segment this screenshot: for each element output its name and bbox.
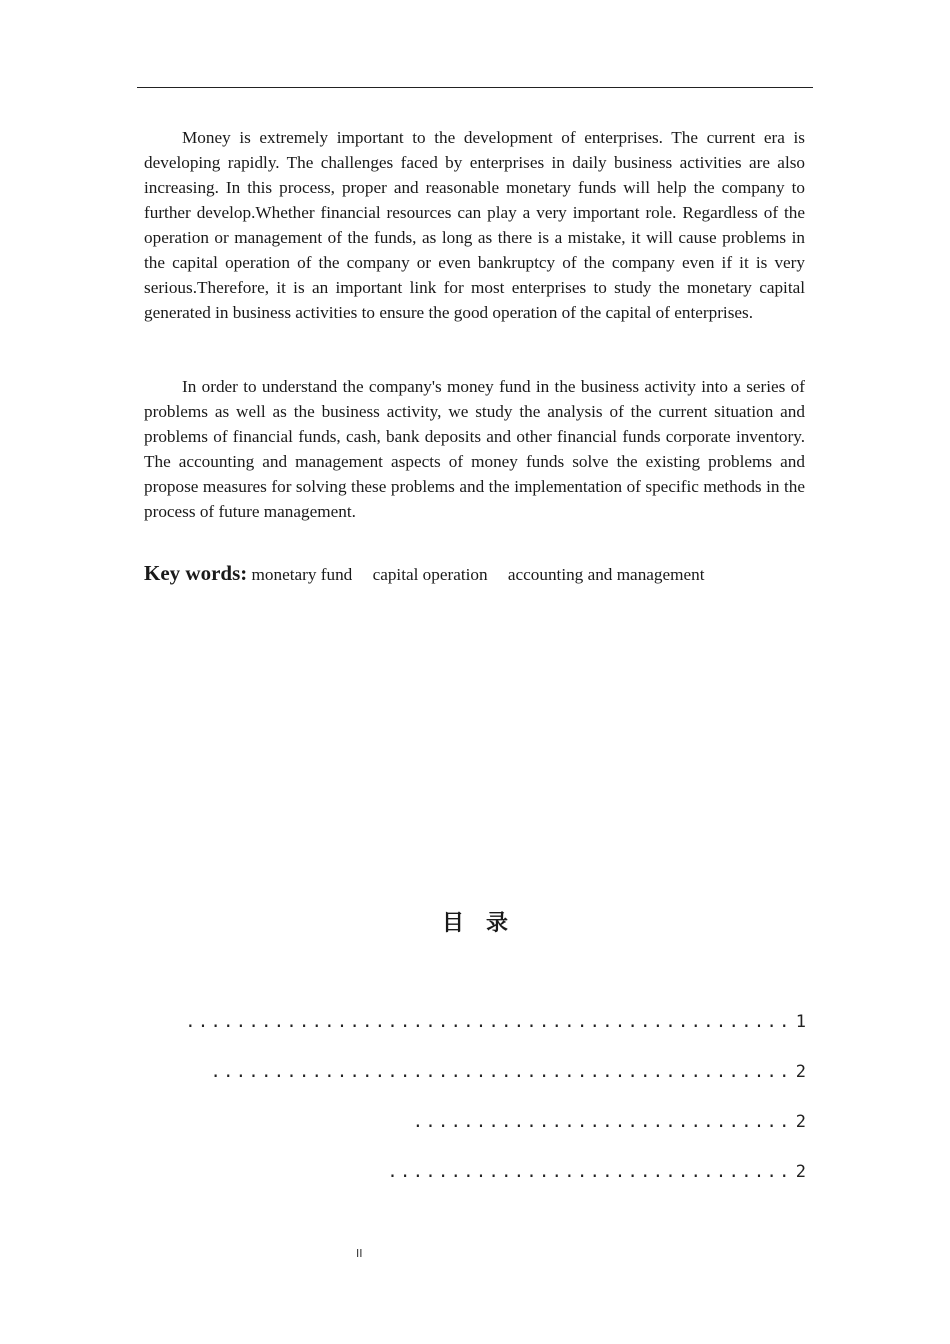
abstract-paragraph-2: In order to understand the company's money fund in the business activity into a series of problems as well as the business activity, we study the analysis of the current situation and problems of financial funds, cash, bank deposits and other financial funds corporate inventory. The accounting and management aspects of money funds solve the existing problems and propose measures for solving these problems and the implementation of specific methods in the process of future management.	[144, 377, 805, 521]
header-rule	[137, 87, 813, 88]
toc-page-number: 2	[795, 1162, 806, 1182]
toc-page-number: 2	[795, 1112, 806, 1132]
toc-entry[interactable]	[210, 1059, 806, 1085]
toc-entry[interactable]	[412, 1109, 806, 1135]
toc-entry[interactable]	[387, 1159, 806, 1185]
keywords-line	[144, 558, 805, 590]
toc-page-number: 1	[795, 1012, 806, 1032]
toc-leader: ................................................	[185, 1012, 792, 1032]
abstract-paragraph-1: Money is extremely important to the development of enterprises. The current era is developing rapidly. The challenges faced by enterprises in daily business activities are also increasing. In this process, proper and reasonable monetary funds will help the company to further develop.Whether financial resources can play a very important role. Regardless of the operation or management of the funds, as long as there is a mistake, it will cause problems in the capital operation of the company or even bankruptcy of the company even if it is very serious.Therefore, it is an important link for most enterprises to study the monetary capital generated in business activities to ensure the good operation of the capital of enterprises.	[144, 128, 805, 322]
keyword-item: capital operation	[372, 565, 488, 584]
keyword-item: accounting and management	[507, 565, 705, 584]
toc-page-number: 2	[795, 1062, 806, 1082]
toc-leader: ................................	[387, 1162, 792, 1182]
toc-entry[interactable]	[185, 1009, 806, 1035]
page-number: II	[356, 1247, 363, 1260]
toc-title: 目录	[441, 911, 530, 936]
toc-leader: ..............................	[412, 1112, 792, 1132]
keyword-item: monetary fund	[251, 565, 353, 584]
keywords-label: Key words:	[144, 561, 248, 585]
toc-leader: ..............................................	[210, 1062, 792, 1082]
